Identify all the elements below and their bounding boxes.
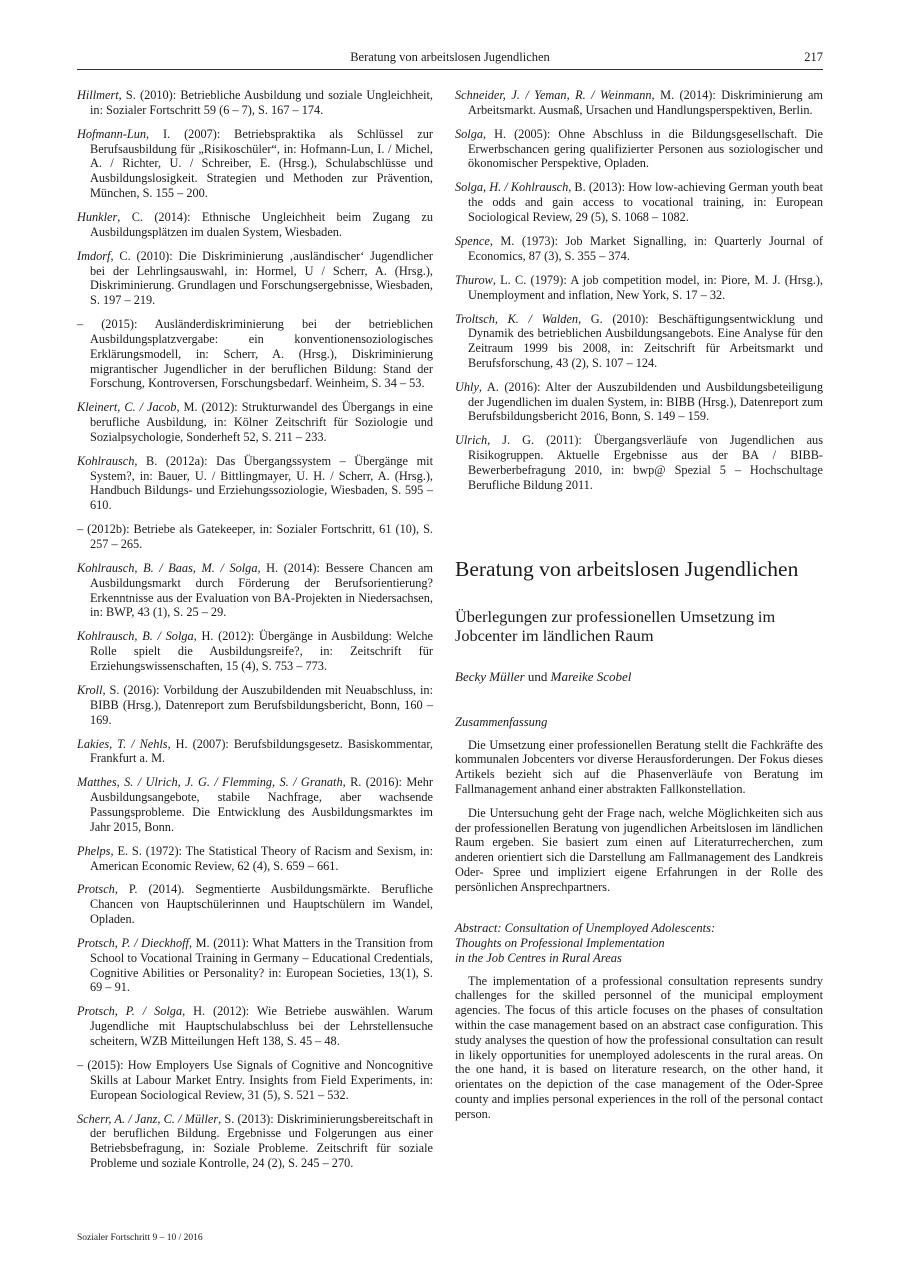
reference-entry bbox=[77, 844, 433, 874]
reference-entry bbox=[455, 180, 823, 224]
reference-entry bbox=[77, 454, 433, 513]
author-joiner: und bbox=[524, 668, 551, 684]
author-1: Becky Müller bbox=[455, 668, 525, 684]
reference-text: , S. (2010): Betriebliche Ausbildung und soziale Ungleichheit, in: Sozialer Fortschritt 59 (6 – 7), S. 167 – 174. bbox=[90, 88, 433, 117]
right-column bbox=[455, 88, 823, 1122]
reference-entry bbox=[455, 273, 823, 303]
reference-entry bbox=[77, 210, 433, 240]
reference-text: , B. (2012a): Das Übergangssystem – Übergänge mit System?, in: Bauer, U. / Bittlingmayer, U. H. / Scherr, A. (Hrsg.), Handbuch Bildungs- und Erziehungssoziologie, Wiesbaden, S. 595 – 610. bbox=[90, 453, 433, 513]
reference-text: – (2015): How Employers Use Signals of Cognitive and Noncognitive Skills at Labour Market Entry. Insights from Field Experiments, in: European Sociological Review, 31 (5), S. 521 – 532. bbox=[77, 1058, 433, 1102]
reference-author: Troltsch, K. / Walden bbox=[455, 311, 579, 326]
reference-text: , M. (2014): Diskriminierung am Arbeitsmarkt. Ausmaß, Ursachen und Handlungsperspektiven, Berlin. bbox=[468, 88, 823, 117]
reference-author: Kohlrausch, B. / Solga bbox=[77, 629, 194, 644]
running-title: Beratung von arbeitslosen Jugendlichen bbox=[350, 50, 550, 64]
reference-entry bbox=[77, 317, 433, 391]
page-number: 217 bbox=[804, 50, 823, 64]
abstract-heading-line: Thoughts on Professional Implementation bbox=[455, 935, 665, 950]
reference-author: Lakies, T. / Nehls bbox=[77, 736, 168, 751]
reference-author: Protsch, P. / Dieckhoff bbox=[77, 936, 189, 951]
reference-entry bbox=[77, 936, 433, 995]
reference-entry bbox=[77, 249, 433, 308]
reference-text: , H. (2012): Wie Betriebe auswählen. Warum Jugendliche mit Hauptschulabschluss bei der Lehrstellensuche scheitern, WZB Mitteilungen Heft 138, S. 45 – 48. bbox=[90, 1004, 433, 1049]
reference-text: M. (1973): Job Market Signalling, in: Quarterly Journal of Economics, 87 (3), S. 355 – 374. bbox=[468, 233, 823, 263]
abstract-heading-line: in the Job Centres in Rural Areas bbox=[455, 950, 622, 965]
summary-paragraph: Die Umsetzung einer professionellen Beratung stellt die Fachkräfte des kommunalen Jobcenters vor diverse Herausforderungen. Der Fokus dieses Artikels bezieht sich auf die Phasenverläufe von Beratung im Fallmanagement anhand einer abstrakten Fallkonstellation. bbox=[455, 737, 823, 797]
reference-entry bbox=[77, 737, 433, 767]
summary-paragraph: Die Untersuchung geht der Frage nach, welche Möglichkeiten sich aus der professionellen Beratung von jugendlichen Arbeitslosen im ländlichen Raum ergeben. Sie basiert zum einen auf Literaturrecherchen, zum anderen orientiert sich die Darstellung am Fallmanagement des Landkreis Oder- Spree und impliziert eigene Erfahrungen in der Rolle des persönlichen Ansprechpartners. bbox=[455, 805, 823, 894]
reference-entry bbox=[77, 88, 433, 118]
reference-text: , R. (2016): Mehr Ausbildungsangebote, stabile Nachfrage, aber wachsende Passungsprobleme. Die Entwicklung des Ausbildungsmarktes im Jahr 2015, Bonn. bbox=[90, 775, 433, 834]
header-rule bbox=[77, 69, 823, 70]
author-2: Mareike Scobel bbox=[550, 668, 632, 684]
reference-author: Uhly bbox=[455, 379, 479, 394]
running-head bbox=[77, 49, 823, 69]
reference-entry bbox=[77, 1112, 433, 1171]
reference-entry bbox=[455, 312, 823, 371]
reference-text: , M. (2012): Strukturwandel des Übergangs in eine berufliche Ausbildung, in: Kölner Zeitschrift für Soziologie und Sozialpsychologie, Sonderheft 52, S. 211 – 233. bbox=[90, 400, 434, 444]
reference-text: , C. (2010): Die Diskriminierung ‚ausländischer‘ Jugendlicher bei der Lehrlingsauswahl, in: Hormel, U / Scherr, A. (Hrsg.), Diskriminierung. Grundlagen und Forschungsergebnisse, Wiesbaden, S. 197 – 219. bbox=[90, 248, 433, 308]
reference-author: Hunkler bbox=[77, 209, 118, 224]
reference-text: – (2012b): Betriebe als Gatekeeper, in: Sozialer Fortschritt, 61 (10), S. 257 – 265. bbox=[77, 522, 433, 552]
reference-entry bbox=[77, 127, 433, 201]
reference-text: , J. G. (2011): Übergangsverläufe von Jugendlichen aus Risikogruppen. Aktuelle Ergebnisse aus der BA / BIBB-Bewerberbefragung 2010, in: bwp@ Spezial 5 – Hochschultage Berufliche Bildung 2011. bbox=[468, 433, 823, 492]
reference-text: H. (2014): Bessere Chancen am Ausbildungsmarkt durch Förderung der Berufsorientierung? Erkenntnisse aus der Evaluation von BA-Projekten in Niedersachsen, in: BWP, 43 (1), S. 25 – 29. bbox=[90, 561, 434, 620]
article-authors bbox=[455, 669, 823, 685]
reference-author: Thurow bbox=[455, 272, 493, 287]
reference-text: , B. (2013): How low-achieving German youth beat the odds and gain access to vocational training, in: European Sociological Review, 29 (5), S. 1068 – 1082. bbox=[468, 180, 823, 224]
reference-author: Hofmann-Lun bbox=[77, 126, 147, 141]
reference-entry bbox=[77, 882, 433, 926]
reference-text: , S. (2016): Vorbildung der Auszubildenden mit Neuabschluss, in: BIBB (Hrsg.), Datenreport zum Berufsbildungsbericht, Bonn, 160 – 169. bbox=[90, 682, 433, 727]
reference-text: , H. (2012): Übergänge in Ausbildung: Welche Rolle spielt die Ausbildungsreife?, in: Zeitschrift für Erziehungswissenschaften, 15 (4), S. 753 – 773. bbox=[90, 629, 433, 673]
abstract-paragraph: The implementation of a professional consultation represents sundry challenges for the skilled personnel of the municipal employment agencies. The focus of this article focuses on the phases of consultation within the case management based on an abstract case configuration. This study analyses the question of how the professional consultation can result in likely opportunities for unemployed adolescents in the rural areas. On the one hand, it is based on literature research, on the other hand, it orientates on the depiction of the case management of the Oder-Spree county and implies personal experiences in the roll of the personal contact person. bbox=[455, 973, 823, 1121]
reference-author: Hillmert bbox=[77, 88, 119, 102]
reference-author: Phelps bbox=[77, 843, 111, 858]
reference-author: Imdorf bbox=[77, 248, 111, 263]
reference-entry bbox=[455, 433, 823, 492]
reference-author: Kroll bbox=[77, 682, 103, 697]
reference-text: , H. (2007): Berufsbildungsgesetz. Basiskommentar, Frankfurt a. M. bbox=[90, 736, 433, 766]
reference-text: , G. (2010): Beschäftigungsentwicklung und Dynamik des betrieblichen Ausbildungsangebots. Eine Analyse für den Zeitraum 1999 bis 2008, in: Zeitschrift für Arbeitsmarkt und Berufsforschung, 43 (2), S. 107 – 124. bbox=[468, 311, 823, 370]
reference-text: , H. (2005): Ohne Abschluss in die Bildungsgesellschaft. Die Erwerbschancen gering qualifizierter Personen aus soziologischer und ökonomischer Perspektive, Opladen. bbox=[468, 126, 823, 171]
reference-author: Solga, H. / Kohlrausch bbox=[455, 180, 569, 195]
reference-author: Protsch bbox=[77, 882, 115, 897]
reference-text: , E. S. (1972): The Statistical Theory of Racism and Sexism, in: American Economic Review, 62 (4), S. 659 – 661. bbox=[90, 843, 433, 873]
reference-author: Kohlrausch, B. / Baas, M. / Solga, bbox=[77, 561, 261, 576]
article-subtitle: Überlegungen zur professionellen Umsetzung im Jobcenter im ländlichen Raum bbox=[455, 606, 776, 646]
reference-author: Spence, bbox=[455, 233, 493, 248]
summary-heading: Zusammenfassung bbox=[455, 714, 548, 729]
reference-text: , A. (2016): Alter der Auszubildenden und Ausbildungsbeteiligung der Jugendlichen im dualen System, in: BIBB (Hrsg.), Datenreport zum Berufsbildungsbericht 2016, Bonn, S. 149 – 159. bbox=[468, 379, 823, 424]
reference-text: , C. (2014): Ethnische Ungleichheit beim Zugang zu Ausbildungsplätzen im dualen System, Wiesbaden. bbox=[90, 209, 433, 239]
reference-entry bbox=[455, 380, 823, 424]
reference-text: , I. (2007): Betriebspraktika als Schlüssel zur Berufsausbildung für „Risikoschüler“, in: Hofmann-Lun, I. / Michel, A. / Richter, U. / Schreiber, E. (Hrsg.), Schulabschlüsse und Ausbildungslosigkeit. Strategien und Methoden zur Prävention, München, S. 155 – 200. bbox=[90, 126, 433, 200]
reference-text: , S. (2013): Diskriminierungsbereitschaft in der beruflichen Bildung. Ergebnisse und Folgerungen aus einer Betriebsbefragung, in: Soziale Probleme. Zeitschrift für soziale Probleme und soziale Kontrolle, 24 (2), S. 245 – 270. bbox=[90, 1111, 433, 1170]
reference-entry bbox=[455, 127, 823, 171]
reference-text: , P. (2014). Segmentierte Ausbildungsmärkte. Berufliche Chancen von Hauptschülerinnen und Hauptschülern im Wandel, Opladen. bbox=[90, 882, 433, 927]
references-left-column bbox=[77, 88, 433, 1180]
abstract-heading bbox=[455, 921, 823, 966]
reference-author: Kleinert, C. / Jacob bbox=[77, 400, 177, 415]
reference-entry bbox=[455, 88, 823, 118]
reference-entry bbox=[455, 234, 823, 264]
reference-entry bbox=[77, 629, 433, 673]
references-right-list bbox=[455, 88, 823, 493]
reference-author: Scherr, A. / Janz, C. / Müller bbox=[77, 1111, 219, 1126]
reference-entry bbox=[77, 561, 433, 620]
page-footer: Sozialer Fortschritt 9 – 10 / 2016 bbox=[77, 1233, 203, 1243]
reference-author: Schneider, J. / Yeman, R. / Weinmann bbox=[455, 88, 652, 102]
reference-entry bbox=[77, 1004, 433, 1048]
reference-author: Protsch, P. / Solga bbox=[77, 1004, 183, 1019]
reference-text: , M. (2011): What Matters in the Transition from School to Vocational Training in Germany – Educational Credentials, Cognitive Abilities or Personality? in: European Societies, 13(1), S. 69 – 91. bbox=[90, 936, 434, 995]
reference-text: – (2015): Ausländerdiskriminierung bei der betrieblichen Ausbildungsplatzvergabe: ein konventionensoziologisches Erklärungsmodell, in: Scherr, A. (Hrsg.), Diskriminierung migrantischer Jugendlicher in der beruflichen Bildung: Stand der Forschung, Kontroversen, Forschungsbedarf. Weinheim, S. 34 – 53. bbox=[77, 317, 433, 391]
article-title: Beratung von arbeitslosen Jugendlichen bbox=[455, 556, 799, 581]
reference-entry bbox=[77, 683, 433, 727]
reference-entry bbox=[77, 775, 433, 834]
reference-author: Matthes, S. / Ulrich, J. G. / Flemming, S. / Granath bbox=[77, 775, 343, 790]
reference-author: Solga bbox=[455, 126, 484, 141]
reference-entry bbox=[77, 1058, 433, 1102]
abstract-heading-line: Abstract: Consultation of Unemployed Adolescents: bbox=[455, 920, 716, 935]
reference-author: Kohlrausch bbox=[77, 453, 135, 468]
reference-author: Ulrich bbox=[455, 433, 488, 448]
reference-entry bbox=[77, 522, 433, 552]
reference-entry bbox=[77, 400, 433, 444]
reference-text: , L. C. (1979): A job competition model, in: Piore, M. J. (Hrsg.), Unemployment and inflation, New York, S. 17 – 32. bbox=[468, 272, 823, 302]
